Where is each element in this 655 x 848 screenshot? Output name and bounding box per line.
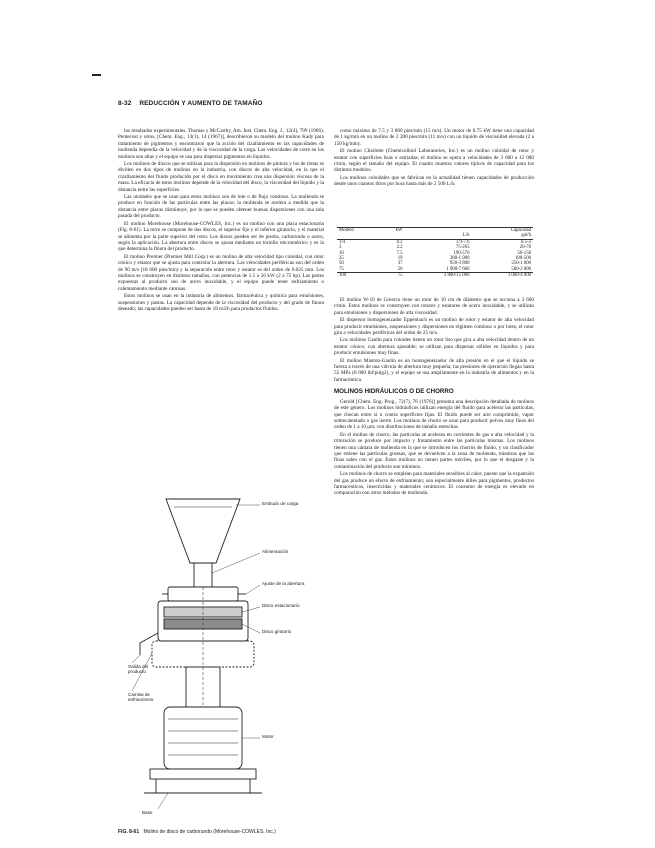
table-cell: 25	[339, 256, 344, 262]
feed-neck-shape	[194, 563, 212, 587]
paragraph: Estos molinos se usan en la industria de alimentos, farmacéutica y química para emulsiones, suspensiones y pastas. La capacidad depende de la viscosidad del producto y del grado de finura deseado; las capacidades pueden ser hasta de 18 m3/h para productos fluidos.	[118, 293, 324, 312]
capacity-table	[337, 227, 533, 279]
paragraph: Los molinos coloidales que se fabrican en la actualidad tienen capacidades de producción desde unos cuantos litros por hora hasta más de 2 500 L/h.	[334, 174, 534, 188]
paragraph: los resultados experimentales. Thomas y McCarthy, Am. Inst. Chem. Eng. J., 12(4), 799 (1966). Pentecost y otros, [Chem. Eng., 13(1), 14 (1967)], describieron su modelo del molino Kady para tratamiento de pigmentos y encontraron que la acción del cizallamiento en las capacidades de molienda dependía de la velocidad y de la viscosidad de la carga. Las velocidades de corte en los molinos son altas y el equipo se usa para dispersar pigmentos en líquidos.	[118, 128, 324, 160]
table-cell: 500-2 000	[511, 266, 531, 272]
left-column	[118, 128, 324, 313]
right-column-top	[334, 128, 534, 189]
table-header: Capacidad	[510, 228, 531, 233]
paragraph: Las unidades que se usan para estos molinos son de lote o de flujo continuo. La molienda se produce en función de las partículas entre las placas; la molienda se acelera a medida que la distancia entre placas disminuye, por lo que se pueden obtener buenas dispersiones con una sola pasada del producto.	[118, 194, 324, 220]
table-header: kW	[395, 228, 403, 233]
figure-number: FIG. 8-61	[118, 829, 140, 835]
table-cell: 3	[339, 245, 342, 251]
table-cell: 75	[339, 266, 344, 272]
table-cell: 50	[339, 261, 344, 267]
paragraph: El molino Morehouse (Morehouse-COWLES, Inc.) es un molino con una placa estacionaria (Fig. 8-61). La torre se compone de dos discos, el superior fijo y el inferior giratorio, y el material se alimenta por la parte superior del rotor. Los discos pueden ser de piedra, carborundo o acero, según la aplicación. La abertura entre discos se ajusta mediante un tornillo micrométrico y es la que determina la finura del producto.	[118, 220, 324, 253]
table-cell: 950-3 800	[449, 261, 470, 267]
mill-drawing	[128, 493, 328, 823]
label-rotor: Disco giratorio	[262, 629, 292, 634]
label-adjust: Ajuste de la abertura	[262, 581, 305, 586]
paragraph: Gerold [Chem. Eng. Prog., 72(7), 76 (1976)] presenta una descripción detallada de molinos de este género. Los molinos hidráulicos utilizan energía del fluido para acelerar las partículas, que chocan entre sí o contra superficies fijas. El fluido puede ser aire comprimido, vapor sobrecalentado o gas inerte. Los molinos de chorro se usan para producir polvos muy finos del orden de 1 a 10 μm, con distribuciones de tamaño estrechas.	[334, 398, 534, 431]
table-cell: 19	[397, 256, 403, 262]
table-cell: 0.2	[396, 239, 403, 245]
table-row	[337, 273, 533, 279]
table-cell: 380-1 900	[449, 256, 470, 262]
label-motor: Motor	[262, 734, 274, 739]
table-cell: 0.5-2	[521, 239, 531, 245]
table-cell: 37	[397, 261, 403, 267]
running-title: REDUCCIÓN Y AUMENTO DE TAMAÑO	[139, 100, 263, 107]
figure-caption-text: Molino de disco de carborundo (Morehouse-COWLES, Inc.)	[143, 829, 276, 835]
base-shape	[150, 769, 256, 779]
table-cell: 10	[339, 250, 344, 256]
paragraph: El molino Premier (Premier Mill Corp.) es un molino de alta velocidad tipo coloidal, con rotor cónico y estator que se ajusta para controlar la abertura. Las velocidades periféricas son del orden de 90 m/s (18 000 pies/min) y la separación entre rotor y estator es del orden de 0.025 mm. Los molinos se construyen en distintos tamaños, con potencias de 1.5 a 56 kW (2 a 75 hp). Las partes expuestas al producto son de acero inoxidable, y el equipo puede tener enfriamiento o calentamiento mediante camisas.	[118, 253, 324, 292]
table-cell: 1 900-7 600	[446, 266, 470, 272]
hopper-shape	[166, 499, 240, 563]
motor-shape	[164, 707, 242, 769]
table-cell: 7.5	[396, 250, 403, 256]
paragraph: Los molinos de chorro se emplean para materiales sensibles al calor, puesto que la expansión del gas produce un efecto de enfriamiento; son especialmente útiles para pigmentos, productos farmacéuticos, insecticidas y materiales cerámicos. El consumo de energía es elevado en comparación con otros métodos de molienda.	[334, 471, 534, 497]
right-column-bottom	[334, 297, 534, 498]
section-title: MOLINOS HIDRÁULICOS O DE CHORRO	[334, 388, 454, 396]
table-subheader: L/h	[462, 233, 470, 239]
paragraph: El molino Manton-Gaulin es un homogeneizador de alta presión en el que el líquido se fuerza a través de una válvula de abertura muy pequeña; las presiones de operación llegan hasta 55 MPa (8 000 lbf/pulg2), y el equipo se usa ampliamente en la industria de alimentos y en la farmacéutica.	[334, 357, 534, 383]
label-stator: Disco estacionario	[262, 603, 300, 608]
page-header	[118, 100, 538, 107]
table-cell: 250-1 000	[511, 261, 531, 267]
table-cell: 190-570	[453, 250, 470, 256]
table-cell: 2.2	[396, 245, 403, 251]
paragraph: El dispersor homogeneizador Eppenbach es un molino de rotor y estator de alta velocidad para producir emulsiones, suspensiones y dispersiones en régimen continuo o por lotes; el rotor gira a velocidades periféricas del orden de 25 m/s.	[334, 317, 534, 337]
label-hopper: Embudo de carga	[262, 501, 299, 506]
paragraph: El molino Charlotte (Chemicolloid Laboratories, Inc.) es un molino coloidal de rotor y estator con superficies lisas o estriadas; el molino se opera a velocidades de 3 600 a 12 000 r/min, según el tamaño del equipo. El cuadro muestra valores típicos de capacidad para los distintos modelos.	[334, 148, 534, 174]
table-cell: 75-265	[455, 245, 470, 251]
table-cell: 1/4	[339, 239, 346, 245]
label-coolant: Camisa de enfriamiento	[128, 692, 154, 703]
table-cell: 1.9-7.6	[455, 239, 470, 245]
paragraph: Los molinos Gaulin para coloides tienen un rotor liso que gira a alta velocidad dentro de un estator cónico, con abertura ajustable; se utilizan para dispersar sólidos en líquidos y para producir emulsiones muy finas.	[334, 337, 534, 357]
outlet-spout-shape	[140, 633, 158, 655]
paragraph: como máximo de 7.5 y 3 000 pies/min (15 m/s). Un motor de 0.75 kW tiene una capacidad de 1 kg/min en un molino de 2 200 pies/min (11 m/s) con un líquido de viscosidad elevada (2 a 150 kg/min).	[334, 128, 534, 147]
label-outlet: Salida del producto	[128, 664, 149, 675]
mill-diagram	[128, 493, 328, 823]
table-cell: 100-500	[515, 256, 531, 262]
figure-caption	[118, 829, 338, 835]
table-cell: 50-150	[517, 250, 531, 256]
table-cell: 3 800-15 000	[443, 273, 470, 279]
paragraph: En el molino de chorro, las partículas se aceleran en corrientes de gas a alta velocidad y la trituración se produce por impacto y frotamiento entre las partículas mismas. Los molinos tienen una cámara de molienda en la que se introducen los chorros de fluido, y un clasificador que retiene las partículas gruesas, que se devuelven a la zona de molienda, mientras que las finas salen con el gas. Estos molinos no tienen partes móviles, por lo que el desgaste y la contaminación del producto son mínimos.	[334, 431, 534, 470]
label-feed: Alimentación	[262, 549, 289, 554]
label-base: Base	[142, 810, 153, 815]
table-cell: 56	[397, 266, 403, 272]
table-cell: 20-70	[519, 245, 531, 251]
paragraph: El molino W-10 de Greerco tiene un rotor de 10 cm de diámetro que se acciona a 3 600 r/min. Estos molinos se construyen con rotores y estatores de acero inoxidable, y se utilizan para emulsiones y dispersiones de alta viscosidad.	[334, 297, 534, 316]
table-header: Modelo	[339, 228, 354, 233]
table-cell: 100	[339, 273, 347, 279]
page-margin-mark	[92, 74, 101, 76]
paragraph: Los molinos de discos que se utilizan para la dispersión en molinos de pintura y los de tintas se dividen en dos tipos de molinos en la industria, con discos de alta velocidad, en la que el cizallamiento del fluido producido por el disco en movimiento crea una dispersión viscosa de la masa. La eficacia de estos molinos depende de la velocidad del disco, la viscosidad del líquido y la distancia entre las superficies.	[118, 161, 324, 193]
table-subheader: gal/h	[521, 233, 531, 239]
table-cell: 1 000-4 000	[507, 273, 531, 279]
table-cell: 75	[397, 273, 403, 279]
page-number: 8-32	[118, 100, 132, 107]
